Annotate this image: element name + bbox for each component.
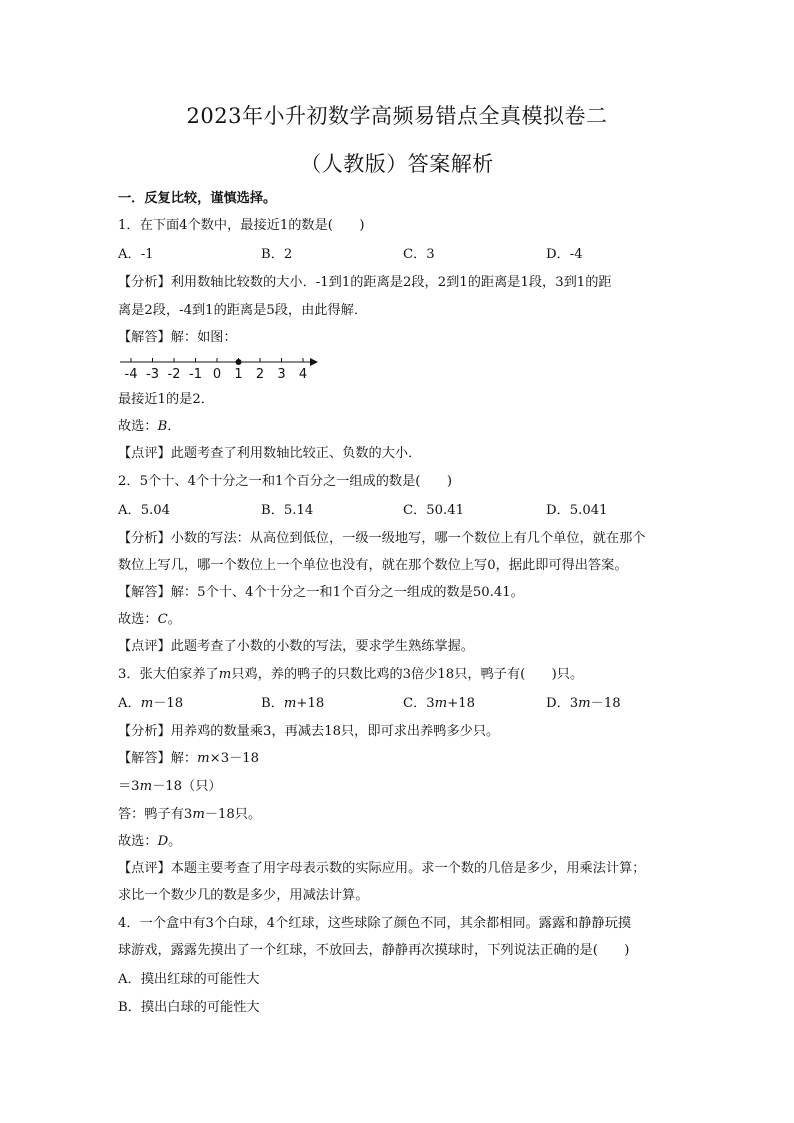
number-line-tick-label: -1 — [189, 367, 202, 382]
q3-answer-suffix: ×3－18 — [209, 751, 260, 766]
q1-choice-prefix: 故选： — [118, 419, 158, 434]
q3-option-a-prefix: A． — [118, 696, 141, 711]
q3-stem-part1: 3．张大伯家养了 — [118, 667, 219, 682]
q1-choice-letter: B — [157, 419, 168, 434]
q3-option-c-var: m — [434, 696, 448, 711]
q3-reply-var: m — [192, 807, 205, 822]
q2-option-d: D．5.041 — [546, 503, 608, 518]
q1-comment: 【点评】此题考查了利用数轴比较正、负数的大小． — [118, 446, 422, 461]
q3-option-a — [118, 695, 183, 713]
q3-option-d-prefix: D．3 — [546, 696, 579, 711]
q3-choice-prefix: 故选： — [118, 834, 158, 849]
q3-option-a-suffix: －18 — [153, 696, 184, 711]
number-line-tick-label: 4 — [298, 367, 308, 382]
q3-reply-prefix: 答：鸭子有3 — [118, 807, 193, 822]
q3-stem-part2: 只鸡，养的鸭子的只数比鸡的3倍少18只，鸭子有( )只。 — [231, 667, 584, 682]
q3-choice-suffix: 。 — [168, 834, 182, 849]
q1-choice-suffix: ． — [167, 419, 181, 434]
q3-equation-prefix: ＝3 — [118, 779, 140, 794]
q3-equation-suffix: －18（只） — [152, 779, 222, 794]
q3-answer-prefix: 【解答】解： — [118, 751, 198, 766]
number-line-tick-label: 0 — [212, 367, 222, 382]
q3-option-d — [546, 695, 621, 713]
q3-reply-suffix: －18只。 — [204, 807, 262, 822]
q2-comment: 【点评】此题考查了小数的小数的写法，要求学生熟练掌握。 — [118, 639, 475, 654]
q1-answer-intro: 【解答】解：如图： — [118, 330, 237, 345]
q3-reply — [118, 806, 261, 824]
number-line-marked-point — [236, 359, 242, 365]
q3-choice-letter: D — [157, 834, 169, 849]
number-line-tick-label: 3 — [277, 367, 286, 382]
q3-option-c — [403, 695, 475, 713]
q3-choice — [118, 833, 181, 851]
q3-option-b-prefix: B． — [261, 696, 284, 711]
q1-option-b: B．2 — [261, 247, 293, 262]
section-heading: 一．反复比较，谨慎选择。 — [118, 191, 277, 206]
q3-analysis: 【分析】用养鸡的数量乘3，再减去18只，即可求出养鸭多少只。 — [118, 724, 500, 739]
q1-option-c: C．3 — [403, 247, 435, 262]
q3-comment-line1: 【点评】本题主要考查了用字母表示数的实际应用。求一个数的几倍是多少，用乘法计算； — [118, 861, 646, 876]
q2-stem: 2．5个十、4个十分之一和1个百分之一组成的数是( ) — [118, 474, 452, 489]
number-line-tick-label: 1 — [234, 367, 243, 382]
q1-options — [118, 246, 718, 264]
q3-equation — [118, 778, 222, 796]
q2-option-a: A．5.04 — [118, 503, 171, 518]
q2-options — [118, 502, 718, 520]
doc-title-line1: 2023年小升初数学高频易错点全真模拟卷二 — [186, 104, 608, 128]
q2-choice — [118, 611, 181, 629]
q4-stem-line1: 4．一个盒中有3个白球，4个红球，这些球除了颜色不同，其余都相同。露露和静静玩摸 — [118, 916, 632, 931]
q3-option-b — [261, 695, 324, 713]
q1-option-a: A．-1 — [118, 247, 154, 262]
q2-analysis-line2: 数位上写几，哪一个数位上一个单位也没有，就在那个数位上写0，据此即可得出答案。 — [118, 558, 628, 573]
q3-option-c-prefix: C．3 — [403, 696, 435, 711]
q3-equation-var: m — [139, 779, 153, 794]
q1-analysis-line1: 【分析】利用数轴比较数的大小．-1到1的距离是2段，2到1的距离是1段，3到1的距 — [118, 275, 612, 290]
number-line-tick-label: 2 — [255, 367, 265, 382]
number-line — [118, 352, 328, 384]
q4-stem-line2: 球游戏，露露先摸出了一个红球，不放回去，静静再次摸球时，下列说法正确的是( ) — [118, 943, 630, 958]
q2-choice-letter: C — [157, 612, 168, 627]
q3-option-a-var: m — [140, 696, 154, 711]
q4-option-b: B．摸出白球的可能性大 — [118, 1000, 260, 1015]
number-line-ticks — [131, 358, 303, 362]
q3-stem — [118, 666, 583, 684]
q2-option-b: B．5.14 — [261, 503, 314, 518]
q4-option-a: A．摸出红球的可能性大 — [118, 972, 260, 987]
q1-choice — [118, 418, 180, 436]
q3-option-b-suffix: +18 — [296, 696, 325, 711]
q3-answer-var: m — [197, 751, 210, 766]
number-line-tick-label: -2 — [167, 367, 181, 382]
number-line-arrow — [310, 358, 318, 366]
doc-title-line2: （人教版）答案解析 — [300, 152, 494, 176]
q1-analysis-line2: 离是2段，-4到1的距离是5段，由此得解． — [118, 303, 368, 318]
q2-analysis-line1: 【分析】小数的写法：从高位到低位，一级一级地写，哪一个数位上有几个单位，就在那个 — [118, 531, 646, 546]
q3-answer — [118, 750, 259, 768]
number-line-labels — [125, 367, 308, 382]
q2-choice-prefix: 故选： — [118, 612, 158, 627]
q2-answer: 【解答】解：5个十、4个十分之一和1个百分之一组成的数是50.41。 — [118, 585, 524, 600]
q2-choice-suffix: 。 — [167, 612, 181, 627]
q2-option-c: C．50.41 — [403, 503, 465, 518]
q3-option-b-var: m — [283, 696, 297, 711]
q3-options — [118, 695, 718, 713]
q1-option-d: D．-4 — [546, 247, 583, 262]
q1-conclusion: 最接近1的是2． — [118, 392, 214, 407]
q3-stem-var: m — [218, 667, 232, 682]
q3-option-d-suffix: －18 — [590, 696, 621, 711]
q3-option-c-suffix: +18 — [447, 696, 476, 711]
number-line-tick-label: -3 — [146, 367, 159, 382]
q3-comment-line2: 求比一个数少几的数是多少，用减法计算。 — [118, 888, 369, 903]
q1-stem: 1．在下面4个数中，最接近1的数是( ) — [118, 218, 365, 233]
number-line-tick-label: -4 — [124, 367, 138, 382]
q3-option-d-var: m — [578, 696, 591, 711]
